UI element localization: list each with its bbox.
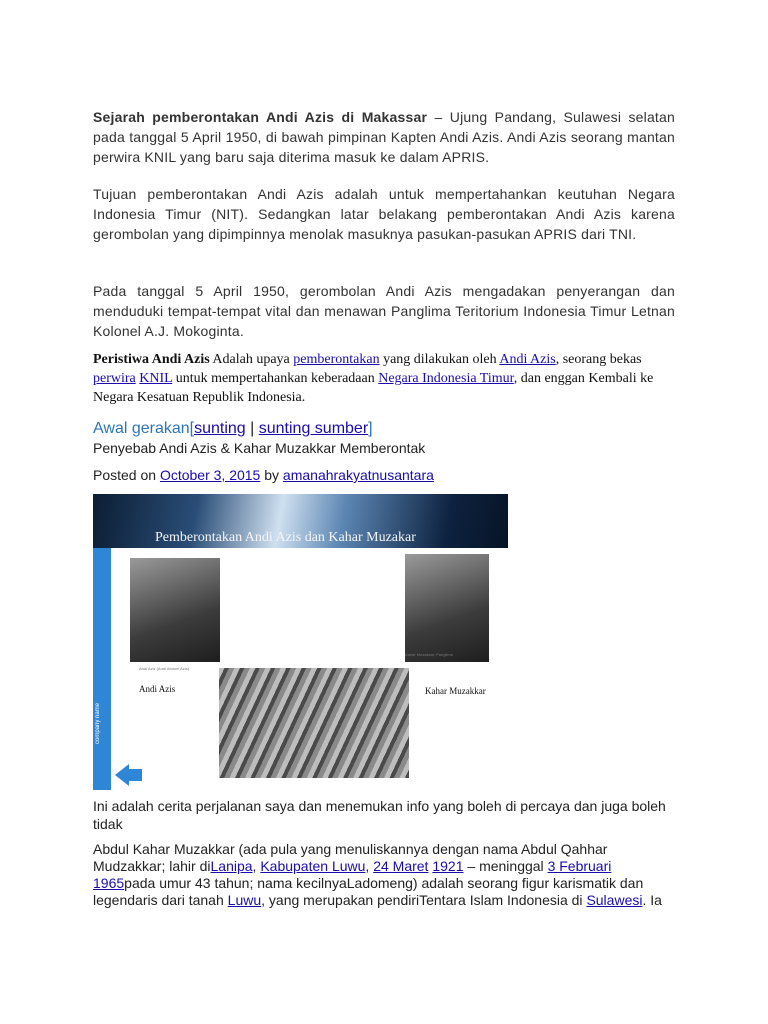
text: , dan enggan Kembali ke Negara Kesatuan Republik Indonesia. — [93, 371, 654, 405]
link-kabupaten-luwu[interactable]: Kabupaten Luwu — [260, 858, 366, 874]
section-heading — [93, 420, 373, 438]
intro-text: – Ujung Pandang, Sulawesi selatan pada tanggal 5 April 1950, di bawah pimpinan Kapten Andi Azis. Andi Azis seorang mantan perwira KNIL yang baru saja diterima masuk ke dalam APRIS. — [93, 109, 675, 165]
label-kahar-muzakar: Kahar Muzakkar — [425, 686, 486, 696]
slide-side-text: company name — [95, 702, 101, 744]
slide-image — [93, 494, 508, 790]
post-subtitle: Penyebab Andi Azis & Kahar Muzakkar Memberontak — [93, 440, 426, 456]
link-knil[interactable]: KNIL — [139, 371, 173, 386]
text: , yang merupakan pendiriTentara Islam Indonesia di — [261, 892, 587, 908]
link-negara-indonesia-timur[interactable]: Negara Indonesia Timur — [378, 371, 514, 386]
bracket: ] — [368, 420, 373, 437]
link-24-maret[interactable]: 24 Maret — [373, 858, 429, 874]
photo-caption: Kahar Muzakkar, Panglima — [405, 652, 453, 657]
purpose-paragraph: Tujuan pemberontakan Andi Azis adalah untuk mempertahankan keutuhan Negara Indonesia Timur (NIT). Sedangkan latar belakang pemberontakan Andi Azis karena gerombolan yang dipimpinnya menolak masuknya pasukan-pasukan APRIS dari TNI. — [93, 186, 675, 242]
slide-sidebar — [93, 548, 111, 790]
link-perwira[interactable]: perwira — [93, 371, 136, 386]
text: . Ia — [642, 892, 662, 908]
link-luwu[interactable]: Luwu — [227, 892, 262, 908]
label-andi-azis: Andi Azis — [139, 684, 176, 694]
link-3-februari[interactable]: 3 Februari — [547, 858, 612, 874]
kahar-muzakkar-photo — [405, 554, 489, 662]
post-meta — [93, 467, 434, 483]
edit-link[interactable]: sunting — [194, 420, 246, 437]
link-andi-azis[interactable]: Andi Azis — [499, 352, 556, 367]
intro-paragraph — [93, 107, 675, 167]
intro-title: Sejarah pemberontakan Andi Azis di Makassar — [93, 109, 428, 125]
edit-source-link[interactable]: sunting sumber — [258, 420, 369, 437]
text: Posted on — [93, 467, 160, 483]
link-pemberontakan[interactable]: pemberontakan — [293, 352, 380, 367]
rebellion-crowd-photo — [219, 668, 409, 778]
link-lanipa[interactable]: Lanipa — [210, 858, 253, 874]
section-title: Awal gerakan — [93, 420, 190, 437]
text: , seorang bekas — [555, 352, 642, 367]
back-arrow-tail — [128, 769, 142, 781]
slide-title: Pemberontakan Andi Azis dan Kahar Muzakar — [155, 530, 416, 545]
post-date-link[interactable]: October 3, 2015 — [159, 467, 261, 483]
photo-caption: Andi Aziz (Andi Abdoel Azis) — [139, 666, 190, 671]
text: , — [252, 858, 261, 874]
text: , — [365, 858, 374, 874]
abdul-kahar-paragraph — [93, 841, 675, 909]
text: pada umur 43 tahun; nama kecilnyaLadomeng) adalah seorang figur karismatik dan legendaris dari tanah — [93, 875, 644, 908]
andi-azis-photo — [130, 558, 220, 662]
link-sulawesi[interactable]: Sulawesi — [586, 892, 643, 908]
link-1965[interactable]: 1965 — [93, 875, 125, 891]
attack-paragraph: Pada tanggal 5 April 1950, gerombolan Andi Azis mengadakan penyerangan dan menduduki tempat-tempat vital dan menawan Panglima Teritorium Indonesia Timur Letnan Kolonel A.J. Mokoginta. — [93, 283, 675, 339]
link-1921[interactable]: 1921 — [432, 858, 464, 874]
text: untuk mempertahankan keberadaan — [172, 371, 379, 386]
peristiwa-title: Peristiwa Andi Azis — [93, 352, 210, 367]
bracket: [ — [189, 420, 195, 437]
text: Abdul Kahar Muzakkar (ada pula yang menuliskannya dengan nama Abdul Qahhar Mudzakkar; lahir di — [93, 841, 608, 874]
post-author-link[interactable]: amanahrakyatnusantara — [282, 467, 434, 483]
text: Adalah upaya — [209, 352, 294, 367]
story-paragraph: Ini adalah cerita perjalanan saya dan menemukan info yang boleh di percaya dan juga boleh tidak — [93, 798, 666, 832]
separator: | — [245, 420, 259, 437]
text: yang dilakukan oleh — [379, 352, 500, 367]
text: – meninggal — [463, 858, 548, 874]
back-arrow-icon — [115, 764, 129, 786]
text: by — [260, 467, 283, 483]
peristiwa-paragraph — [93, 350, 675, 407]
